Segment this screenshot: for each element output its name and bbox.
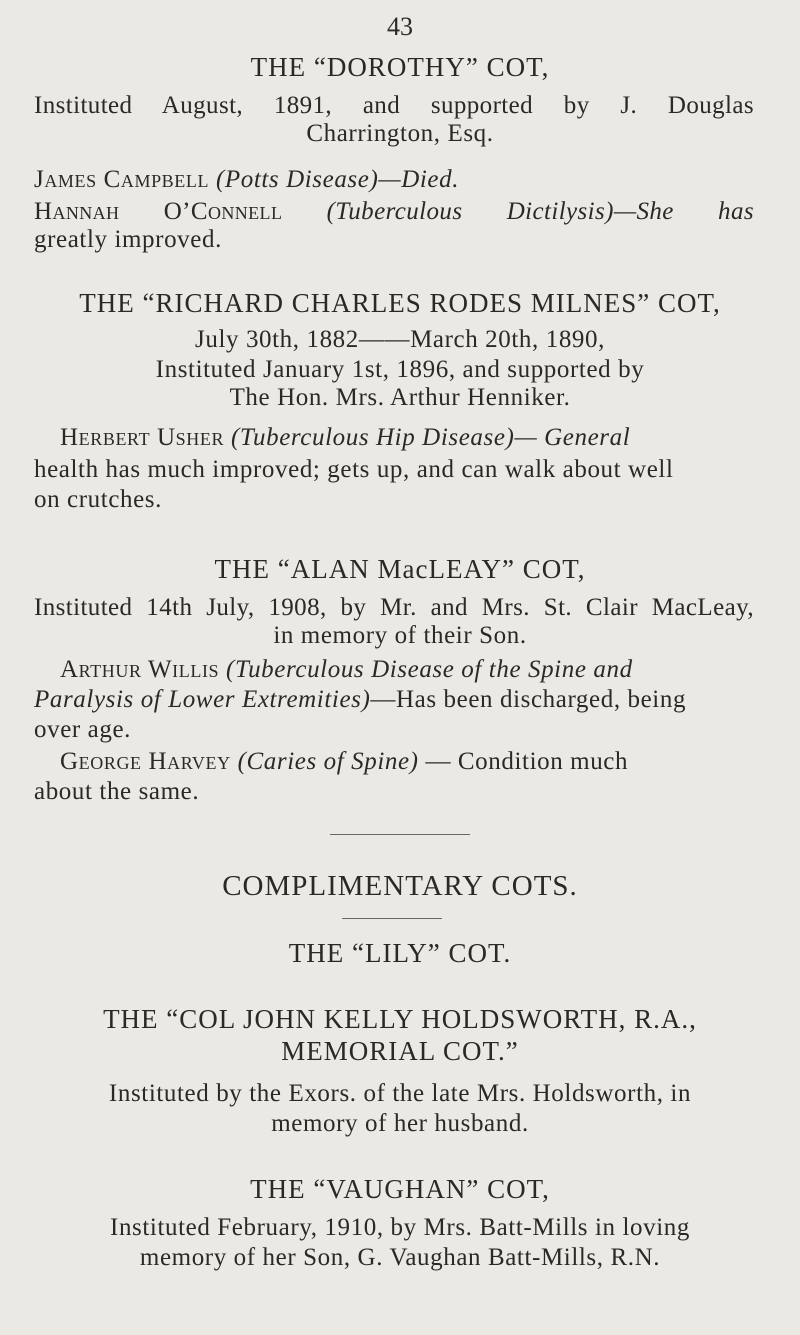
milnes-patient1-line2: health has much improved; gets up, and can walk about well [34,456,674,483]
milnes-dates: July 30th, 1882——March 20th, 1890, [195,326,605,353]
macleay-patient2 [60,748,628,776]
macleay-cot-heading: THE “ALAN MacLEAY” COT, [214,554,586,584]
dorothy-instituted-line1: Instituted August, 1891, and supported by J. Douglas [34,92,754,119]
holdsworth-cot-heading-line2: MEMORIAL COT.” [281,1036,519,1066]
dorothy-patient1 [34,166,459,194]
dorothy-patient2 [34,198,754,226]
milnes-patient1-text: (Tuberculous Hip Disease)— General [230,424,631,451]
dorothy-patient1-text: (Potts Disease)—Died. [215,166,460,193]
macleay-patient1-line3: over age. [34,716,132,743]
macleay-instituted-line1: Instituted 14th July, 1908, by Mr. and Mrs. St. Clair MacLeay, [34,594,754,621]
holdsworth-cot-heading-line1: THE “COL JOHN KELLY HOLDSWORTH, R.A., [103,1004,697,1034]
lily-cot-heading: THE “LILY” COT. [288,938,512,968]
holdsworth-instituted-line2: memory of her husband. [271,1110,529,1137]
milnes-patient1 [60,424,630,452]
macleay-patient2-line2: about the same. [34,778,200,805]
macleay-patient2-text-rest: — Condition much [425,748,629,775]
macleay-patient1-text: (Tuberculous Disease of the Spine and [226,656,633,683]
vaughan-instituted-line1: Instituted February, 1910, by Mrs. Batt-Mills in loving [110,1214,690,1241]
milnes-patient1-name: Herbert Usher [60,424,225,451]
vaughan-cot-heading: THE “VAUGHAN” COT, [250,1174,550,1204]
milnes-instituted-line1: Instituted January 1st, 1896, and supported by [155,356,645,383]
vaughan-instituted-line2: memory of her Son, G. Vaughan Batt-Mills, R.N. [139,1244,661,1271]
macleay-patient1 [60,656,633,684]
dorothy-patient1-name: James Campbell [34,166,210,193]
dorothy-patient2-name: Hannah O’Connell [34,198,283,225]
macleay-patient1-name: Arthur Willis [60,656,220,683]
complimentary-divider [342,918,442,919]
dorothy-patient2-text: (Tuberculous Dictilysis)—She has [326,198,754,225]
page-number: 43 [387,12,413,41]
complimentary-cots-heading: COMPLIMENTARY COTS. [222,870,578,902]
macleay-patient1-line2 [34,686,686,714]
milnes-cot-heading: THE “RICHARD CHARLES RODES MILNES” COT, [79,288,721,318]
milnes-patient1-line3: on crutches. [34,486,162,513]
section-divider [330,834,470,835]
dorothy-cot-heading: THE “DOROTHY” COT, [250,52,550,82]
macleay-instituted-line2: in memory of their Son. [273,622,527,649]
macleay-patient1-line2-italic: Paralysis of Lower Extremities) [34,686,371,713]
dorothy-patient2-line2: greatly improved. [34,226,222,253]
macleay-patient2-text-italic: (Caries of Spine) [237,748,419,775]
macleay-patient2-name: George Harvey [60,748,231,775]
macleay-patient1-line2-rest: —Has been discharged, being [370,686,687,713]
milnes-instituted-line2: The Hon. Mrs. Arthur Henniker. [229,384,571,411]
dorothy-instituted-line2: Charrington, Esq. [306,120,494,147]
holdsworth-instituted-line1: Instituted by the Exors. of the late Mrs. Holdsworth, in [108,1080,692,1107]
